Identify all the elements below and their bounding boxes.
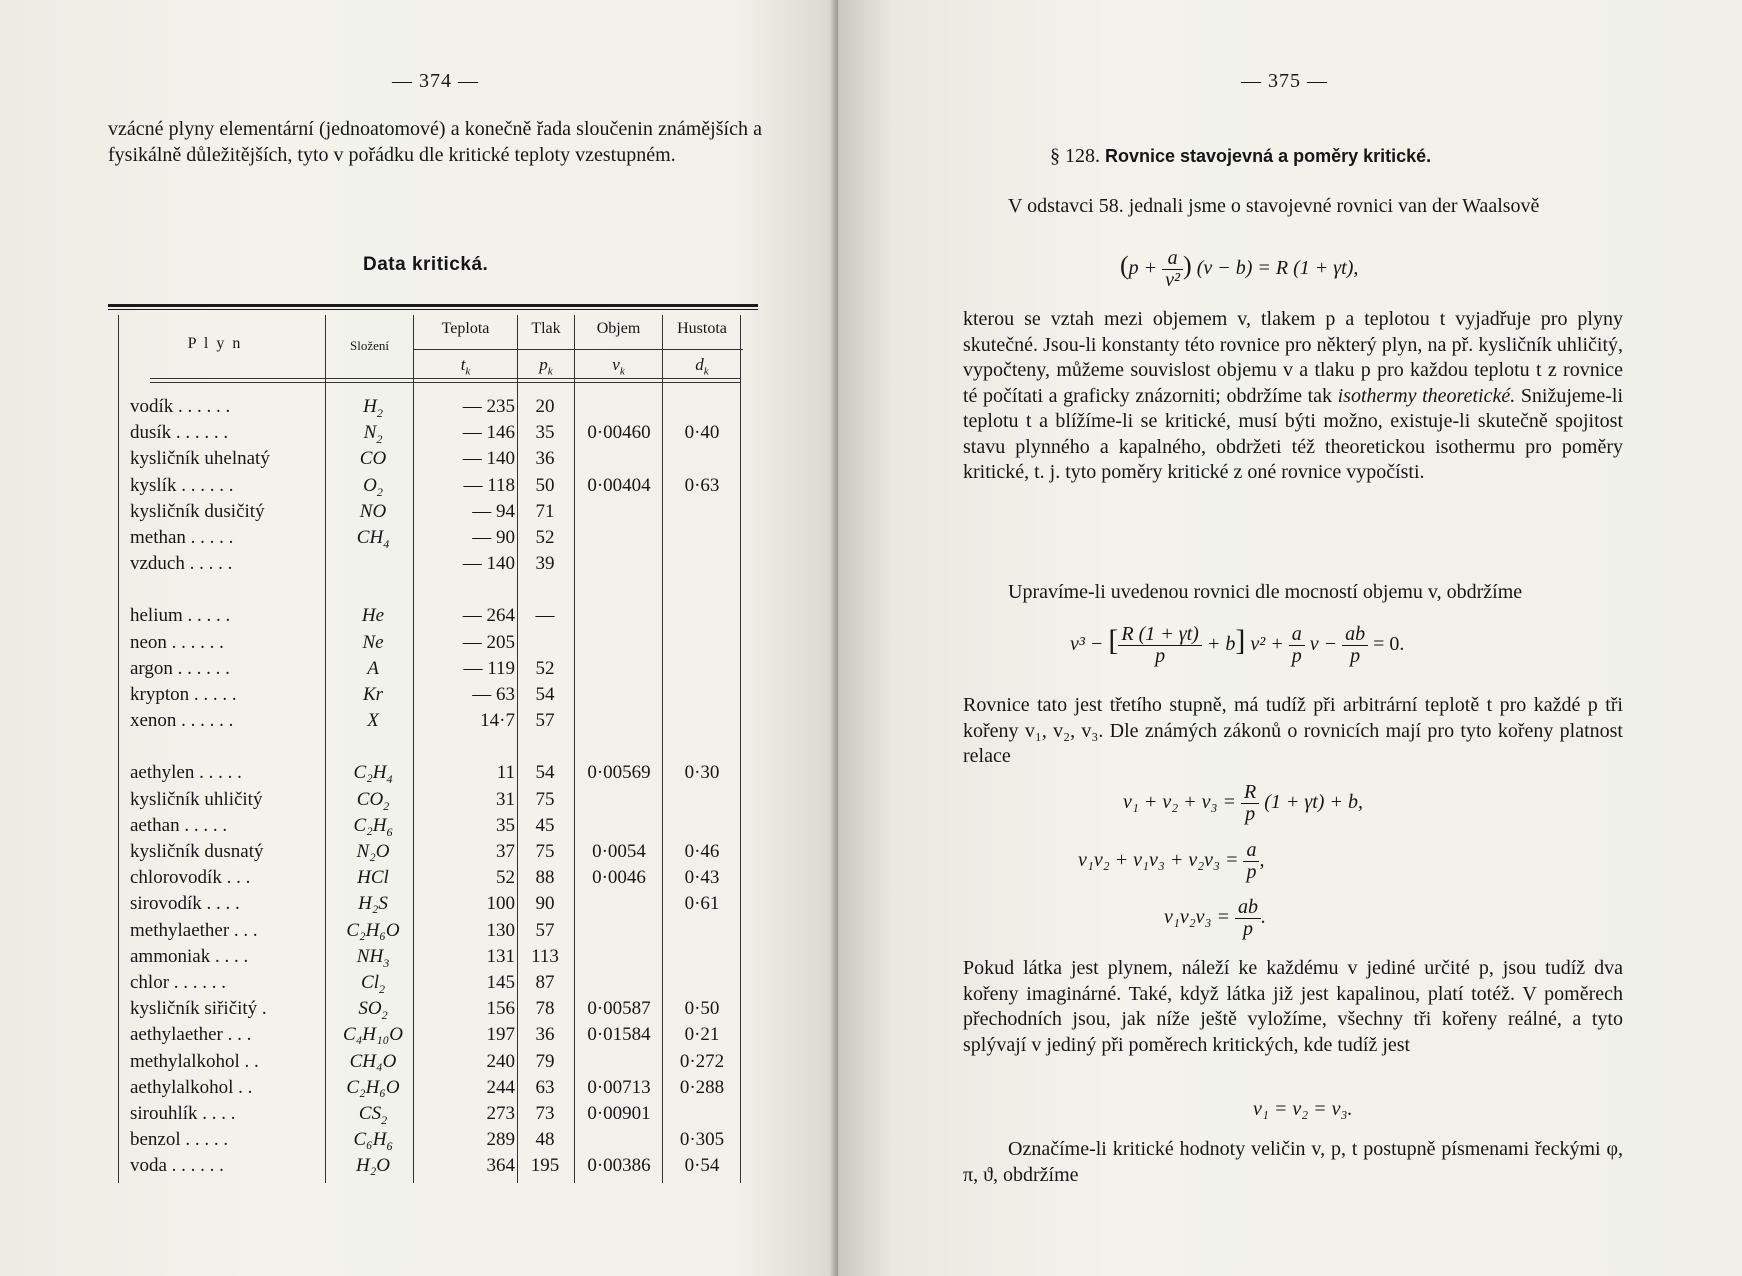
row-volume: 0·01584 xyxy=(587,1024,651,1046)
page-number-left: — 374 — xyxy=(392,70,479,92)
row-formula: HCl xyxy=(357,867,389,889)
row-pressure: 63 xyxy=(535,1076,555,1098)
row-formula: H₂S xyxy=(358,893,388,915)
row-gas-name: chlor . . . . . . xyxy=(130,972,227,993)
row-gas-name: aethan . . . . . xyxy=(130,814,228,836)
row-temperature: 130 xyxy=(486,919,515,941)
row-density: 0·40 xyxy=(684,422,720,444)
row-volume: 0·00569 xyxy=(587,762,651,784)
row-density: 0·272 xyxy=(679,1050,725,1072)
row-formula: $C_2H_4$ xyxy=(353,762,393,787)
row-formula: Ne xyxy=(362,631,384,653)
row-temperature: — 140 xyxy=(462,448,515,470)
row-density: 0·30 xyxy=(684,762,720,784)
row-pressure: 39 xyxy=(535,553,555,575)
row-pressure: 45 xyxy=(535,814,555,836)
row-formula: $CH_4$ xyxy=(356,527,390,551)
row-pressure: — xyxy=(535,605,555,627)
equation-van-der-waals: (p + $\frac{a}{\text{v²}}$ ) (v − b) = R (1 + γt), xyxy=(1120,247,1359,291)
row-formula: $O_2$ xyxy=(363,474,383,499)
row-temperature: — 94 xyxy=(472,500,515,522)
row-formula: A xyxy=(367,657,379,679)
header-teplota: Teplota xyxy=(441,320,490,337)
header-tlak: Tlak xyxy=(531,320,561,337)
row-formula: N₂O xyxy=(356,841,390,862)
table-top-rule-thin xyxy=(108,309,758,310)
row-gas-name: sirovodík . . . . xyxy=(130,893,240,915)
row-gas-name: sirouhlík . . . . xyxy=(130,1103,236,1124)
row-formula: $C_2H_6$ xyxy=(353,814,393,839)
row-temperature: 289 xyxy=(486,1129,515,1151)
header-slozeni: Složení xyxy=(350,338,389,353)
row-volume: 0·00460 xyxy=(587,422,651,444)
row-volume: 0·00901 xyxy=(587,1103,651,1124)
equation-pair-products: v₁v₂ + v₁v₃ + v₂v₃ = $\frac{a}{p}$ , xyxy=(1078,839,1265,883)
row-pressure: 90 xyxy=(535,893,555,915)
row-formula: $CS_2$ xyxy=(358,1103,388,1127)
row-temperature: 156 xyxy=(486,998,515,1020)
header-objem: Objem xyxy=(596,320,641,337)
row-gas-name: helium . . . . . xyxy=(130,605,231,627)
section-title: Rovnice stavojevná a poměry kritické. xyxy=(1105,146,1432,166)
row-temperature: — 205 xyxy=(462,631,515,653)
row-formula: C₂H₆O xyxy=(346,919,400,941)
row-gas-name: aethylalkohol . . xyxy=(130,1076,253,1098)
left-page xyxy=(0,0,838,1276)
row-pressure: 35 xyxy=(535,422,555,444)
row-gas-name: kyslík . . . . . . xyxy=(130,474,234,496)
row-temperature: — 264 xyxy=(462,605,515,627)
row-pressure: 71 xyxy=(535,500,555,522)
right-page xyxy=(838,0,1742,1276)
col-line-0 xyxy=(118,315,119,1183)
table-title: Data kritická. xyxy=(363,254,489,275)
paragraph-6: Označíme-li kritické hodnoty veličin v, p, t postupně písmenami řeckými φ, π, ϑ, obdržíme xyxy=(963,1138,1623,1186)
equation-equal-roots: v₁ = v₂ = v₃. xyxy=(1253,1098,1353,1120)
paragraph-2: kterou se vztah mezi objemem v, tlakem p a teplotou t vyjadřuje pro plyny skutečné. Jsou-li konstanty této rovnice pro některý plyn, na př. kysličník uhličitý, vypočteny, můžeme souvislost objemu v a tlaku p pro každou teplotu t z rovnice té počítati a graficky znázorniti; obdržíme tak isothermy theoretické. Snižujeme-li teplotu t a blížíme-li se kritické, musí býti možno, existuje-li skutečně spojitost stavu plynného a kapalného, obdržeti též theoretickou isothermu pro poměry kritické, t. j. tyto poměry kritické z oné rovnice vypočísti. xyxy=(963,308,1624,483)
row-temperature: 145 xyxy=(486,972,515,993)
row-temperature: 244 xyxy=(486,1076,515,1098)
header-sym-d: $d_k$ xyxy=(695,355,709,378)
row-density: 0·305 xyxy=(679,1129,725,1151)
row-volume: 0·0046 xyxy=(592,867,646,889)
row-temperature: 240 xyxy=(486,1050,515,1072)
row-gas-name: kysličník dusnatý xyxy=(130,841,264,862)
row-pressure: 57 xyxy=(535,710,555,732)
row-pressure: 79 xyxy=(535,1050,555,1072)
row-gas-name: kysličník uhličitý xyxy=(130,788,263,810)
header-sym-t: $t_k$ xyxy=(460,355,471,378)
row-formula: C₂H₆O xyxy=(346,1076,400,1098)
header-sym-v: $v_k$ xyxy=(612,355,625,378)
row-temperature: — 63 xyxy=(472,684,515,705)
row-temperature: 197 xyxy=(486,1024,515,1046)
row-gas-name: krypton . . . . . xyxy=(130,684,237,705)
row-pressure: 36 xyxy=(535,1024,555,1046)
row-formula: $N_2$ xyxy=(363,422,383,446)
header-sym-p: $p_k$ xyxy=(539,355,553,378)
row-density: 0·54 xyxy=(684,1155,720,1177)
section-number: § 128. xyxy=(1050,145,1100,167)
row-pressure: 75 xyxy=(535,841,555,862)
row-gas-name: voda . . . . . . xyxy=(130,1155,224,1177)
col-line-3 xyxy=(517,315,518,1183)
row-formula: Kr xyxy=(362,684,384,705)
row-temperature: 100 xyxy=(486,893,515,915)
row-pressure: 78 xyxy=(535,998,555,1020)
row-temperature: — 140 xyxy=(462,553,515,575)
page-number-right: — 375 — xyxy=(1241,70,1328,92)
left-intro-paragraph: vzácné plyny elementární (jednoatomové) a konečně řada sloučenin známějších a fysikálně důležitějších, tyto v pořádku dle kritické teploty vzestupném. xyxy=(108,118,762,166)
row-pressure: 195 xyxy=(530,1155,560,1177)
row-pressure: 48 xyxy=(535,1129,555,1151)
row-density: 0·50 xyxy=(684,998,720,1020)
row-temperature: 37 xyxy=(496,841,515,862)
table-top-rule xyxy=(108,304,758,307)
row-density: 0·21 xyxy=(684,1024,720,1046)
row-temperature: 131 xyxy=(486,945,515,967)
row-gas-name: benzol . . . . . xyxy=(130,1129,229,1151)
row-gas-name: aethylaether . . . xyxy=(130,1024,252,1046)
header-bottom-rule-2 xyxy=(150,382,740,383)
header-bottom-rule xyxy=(150,378,740,379)
row-formula: $CO_2$ xyxy=(356,788,390,813)
paragraph-4: Rovnice tato jest třetího stupně, má tudíž při arbitrární teplotě t pro každé p tři kořeny v₁, v₂, v₃. Dle známých zákonů o rovnicích mají pro tyto kořeny platnost relace xyxy=(963,694,1623,767)
row-pressure: 87 xyxy=(535,972,555,993)
row-formula: $H_2$ xyxy=(363,396,383,420)
row-volume: 0·00587 xyxy=(587,998,651,1020)
col-line-2 xyxy=(413,315,414,1183)
row-formula: NO xyxy=(359,500,387,522)
row-formula: $C_6H_6$ xyxy=(353,1129,393,1153)
section-heading xyxy=(1050,145,1431,168)
row-gas-name: argon . . . . . . xyxy=(130,657,230,679)
paragraph-3: Upravíme-li uvedenou rovnici dle mocností objemu v, obdržíme xyxy=(1008,581,1523,603)
row-volume: 0·00404 xyxy=(587,474,651,496)
row-gas-name: kysličník uhelnatý xyxy=(130,448,270,470)
equation-cubic: v³ − [ $\frac{R (1 + \gamma t)}{p}$ + b] v² + $\frac{a}{p}$ v − $\frac{ab}{p}$ = 0. xyxy=(1070,623,1405,667)
row-pressure: 113 xyxy=(531,945,559,967)
row-pressure: 54 xyxy=(535,762,555,784)
row-temperature: 35 xyxy=(496,814,515,836)
row-formula: $SO_2$ xyxy=(358,998,388,1022)
row-gas-name: kysličník siřičitý . xyxy=(130,998,267,1020)
row-pressure: 20 xyxy=(535,396,555,417)
row-temperature: — 235 xyxy=(462,396,515,417)
row-density: 0·43 xyxy=(684,867,720,889)
paragraph-1: V odstavci 58. jednali jsme o stavojevné rovnici van der Waalsově xyxy=(1008,195,1540,217)
row-gas-name: methylaether . . . xyxy=(130,919,258,941)
row-gas-name: kysličník dusičitý xyxy=(130,500,265,522)
row-formula: $Cl_2$ xyxy=(361,972,385,996)
row-gas-name: aethylen . . . . . xyxy=(130,762,242,784)
row-gas-name: chlorovodík . . . xyxy=(130,867,251,889)
row-density: 0·288 xyxy=(679,1076,725,1098)
row-temperature: 364 xyxy=(486,1155,515,1177)
row-pressure: 57 xyxy=(535,919,555,941)
row-temperature: — 146 xyxy=(462,422,515,444)
row-pressure: 52 xyxy=(535,527,555,548)
row-formula: H₂O xyxy=(355,1155,391,1177)
row-temperature: 31 xyxy=(496,788,515,810)
row-temperature: — 119 xyxy=(463,657,515,679)
header-plyn: P l y n xyxy=(187,335,243,352)
row-formula: $NH_3$ xyxy=(356,945,390,970)
row-pressure: 36 xyxy=(535,448,555,470)
row-density: 0·46 xyxy=(684,841,720,862)
row-volume: 0·00713 xyxy=(587,1076,651,1098)
equation-sum-roots: v₁ + v₂ + v₃ = $\frac{R}{p}$ (1 + γt) + b, xyxy=(1123,781,1363,825)
row-temperature: 11 xyxy=(496,762,515,784)
row-temperature: 14·7 xyxy=(480,710,515,732)
row-formula: X xyxy=(367,710,379,732)
row-pressure: 88 xyxy=(535,867,555,889)
row-gas-name: neon . . . . . . xyxy=(130,631,224,653)
row-density: 0·61 xyxy=(684,893,720,915)
row-formula: CH₄O xyxy=(349,1050,397,1072)
row-temperature: — 90 xyxy=(472,527,515,548)
row-formula: C₄H₁₀O xyxy=(343,1024,403,1046)
header-hustota: Hustota xyxy=(677,320,727,337)
row-pressure: 73 xyxy=(535,1103,555,1124)
row-density: 0·63 xyxy=(684,474,720,496)
row-temperature: 273 xyxy=(486,1103,515,1124)
row-gas-name: ammoniak . . . . xyxy=(130,945,249,967)
row-formula: He xyxy=(361,605,385,627)
row-gas-name: vzduch . . . . . xyxy=(130,553,233,575)
row-pressure: 52 xyxy=(535,657,555,679)
paragraph-5: Pokud látka jest plynem, náleží ke každému v jediné určité p, jsou tudíž dva kořeny imaginárné. Také, když látka již jest kapalinou, platí totéž. V poměrech přechodních jsou, jak níže ještě vyložíme, všechny tři kořeny reálné, a tyto splývají v jediný při poměrech kritických, kde tudíž jest xyxy=(963,957,1623,1056)
equation-product-roots: v₁v₂v₃ = $\frac{ab}{p}$ . xyxy=(1164,896,1266,940)
row-gas-name: methylalkohol . . xyxy=(130,1050,259,1072)
row-volume: 0·0054 xyxy=(592,841,646,862)
row-pressure: 75 xyxy=(535,788,555,810)
row-gas-name: dusík . . . . . . xyxy=(130,422,229,444)
row-pressure: 54 xyxy=(535,684,555,705)
row-gas-name: methan . . . . . xyxy=(130,527,234,548)
row-gas-name: xenon . . . . . . xyxy=(130,710,234,732)
row-formula: CO xyxy=(359,448,387,470)
row-temperature: — 118 xyxy=(463,474,515,496)
row-volume: 0·00386 xyxy=(587,1155,651,1177)
col-line-1 xyxy=(325,315,326,1183)
row-pressure: 50 xyxy=(535,474,555,496)
col-line-4 xyxy=(574,315,575,1183)
row-gas-name: vodík . . . . . . xyxy=(130,396,231,417)
row-temperature: 52 xyxy=(496,867,515,889)
header-mid-rule xyxy=(413,349,743,350)
